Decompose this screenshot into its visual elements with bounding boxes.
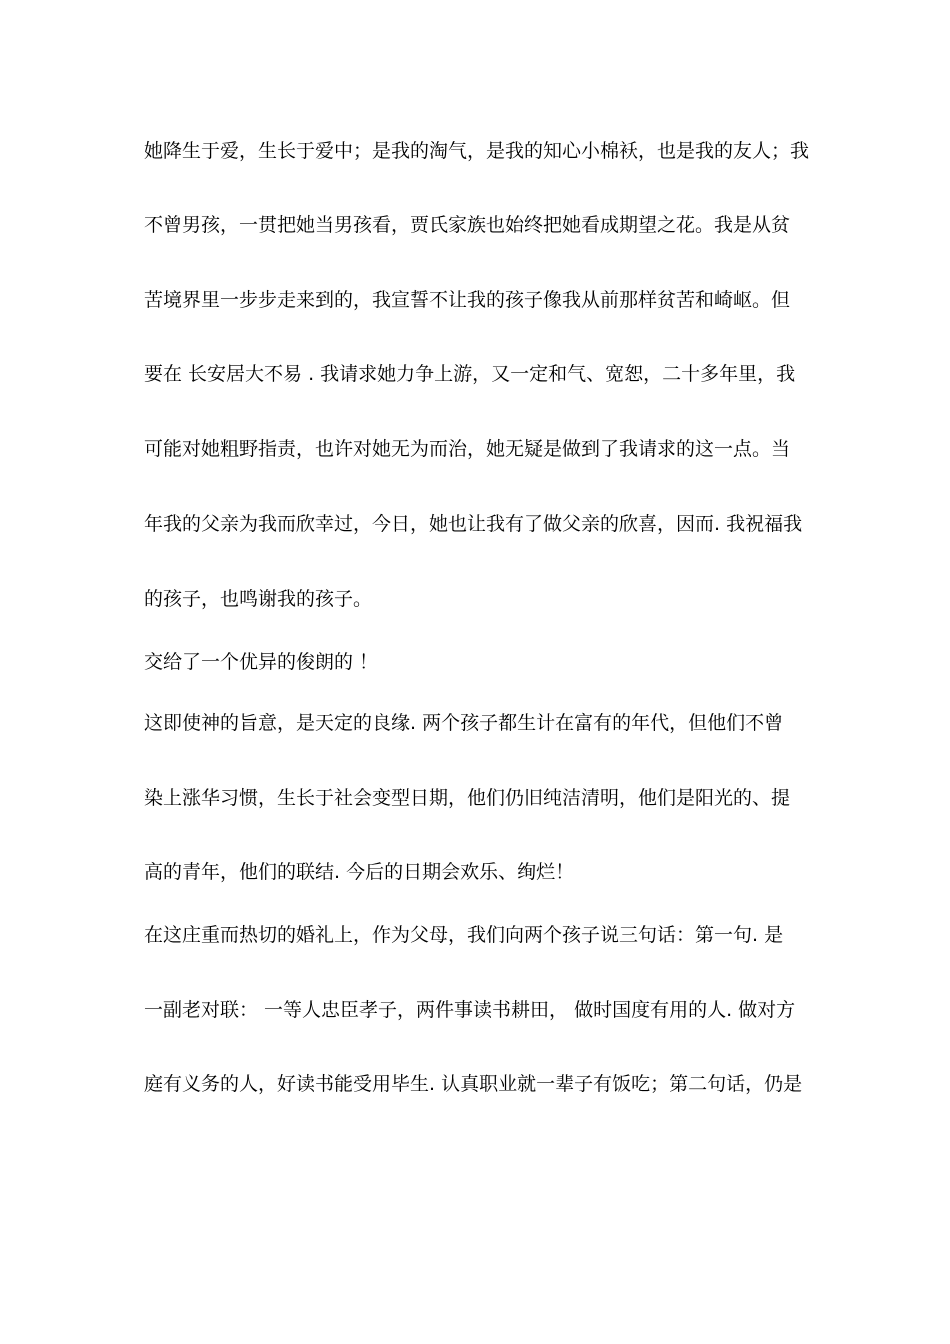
text-line-13: 一副老对联： 一等人忠臣孝子，两件事读书耕田， 做时国度有用的人. 做对方 — [144, 999, 796, 1021]
text-line-12: 在这庄重而热切的婚礼上，作为父母，我们向两个孩子说三句话：第一句. 是 — [144, 924, 784, 946]
text-line-5: 可能对她粗野指责，也许对她无为而治，她无疑是做到了我请求的这一点。当 — [144, 438, 791, 460]
text-line-11: 高的青年，他们的联结. 今后的日期会欢乐、绚烂！ — [144, 861, 575, 883]
text-line-3: 苦境界里一步步走来到的，我宣誓不让我的孩子像我从前那样贫苦和崎岖。但 — [144, 289, 791, 311]
text-line-4: 要在 长安居大不易 . 我请求她力争上游，又一定和气、宽恕，二十多年里，我 — [144, 363, 796, 385]
text-line-14: 庭有义务的人，好读书能受用毕生. 认真职业就一辈子有饭吃；第二句话，仍是 — [144, 1073, 803, 1095]
text-line-1: 她降生于爱，生长于爱中；是我的淘气，是我的知心小棉袄，也是我的友人；我 — [144, 140, 810, 162]
text-line-10: 染上涨华习惯，生长于社会变型日期，他们仍旧纯洁清明，他们是阳光的、提 — [144, 787, 791, 809]
text-line-8: 交给了一个优异的俊朗的 ！ — [144, 651, 379, 673]
text-line-6: 年我的父亲为我而欣幸过，今日，她也让我有了做父亲的欣喜，因而. 我祝福我 — [144, 513, 803, 535]
text-line-2: 不曾男孩，一贯把她当男孩看，贾氏家族也始终把她看成期望之花。我是从贫 — [144, 214, 791, 236]
text-line-9: 这即使神的旨意，是天定的良缘. 两个孩子都生计在富有的年代，但他们不曾 — [144, 712, 784, 734]
text-line-7: 的孩子，也鸣谢我的孩子。 — [144, 588, 373, 610]
